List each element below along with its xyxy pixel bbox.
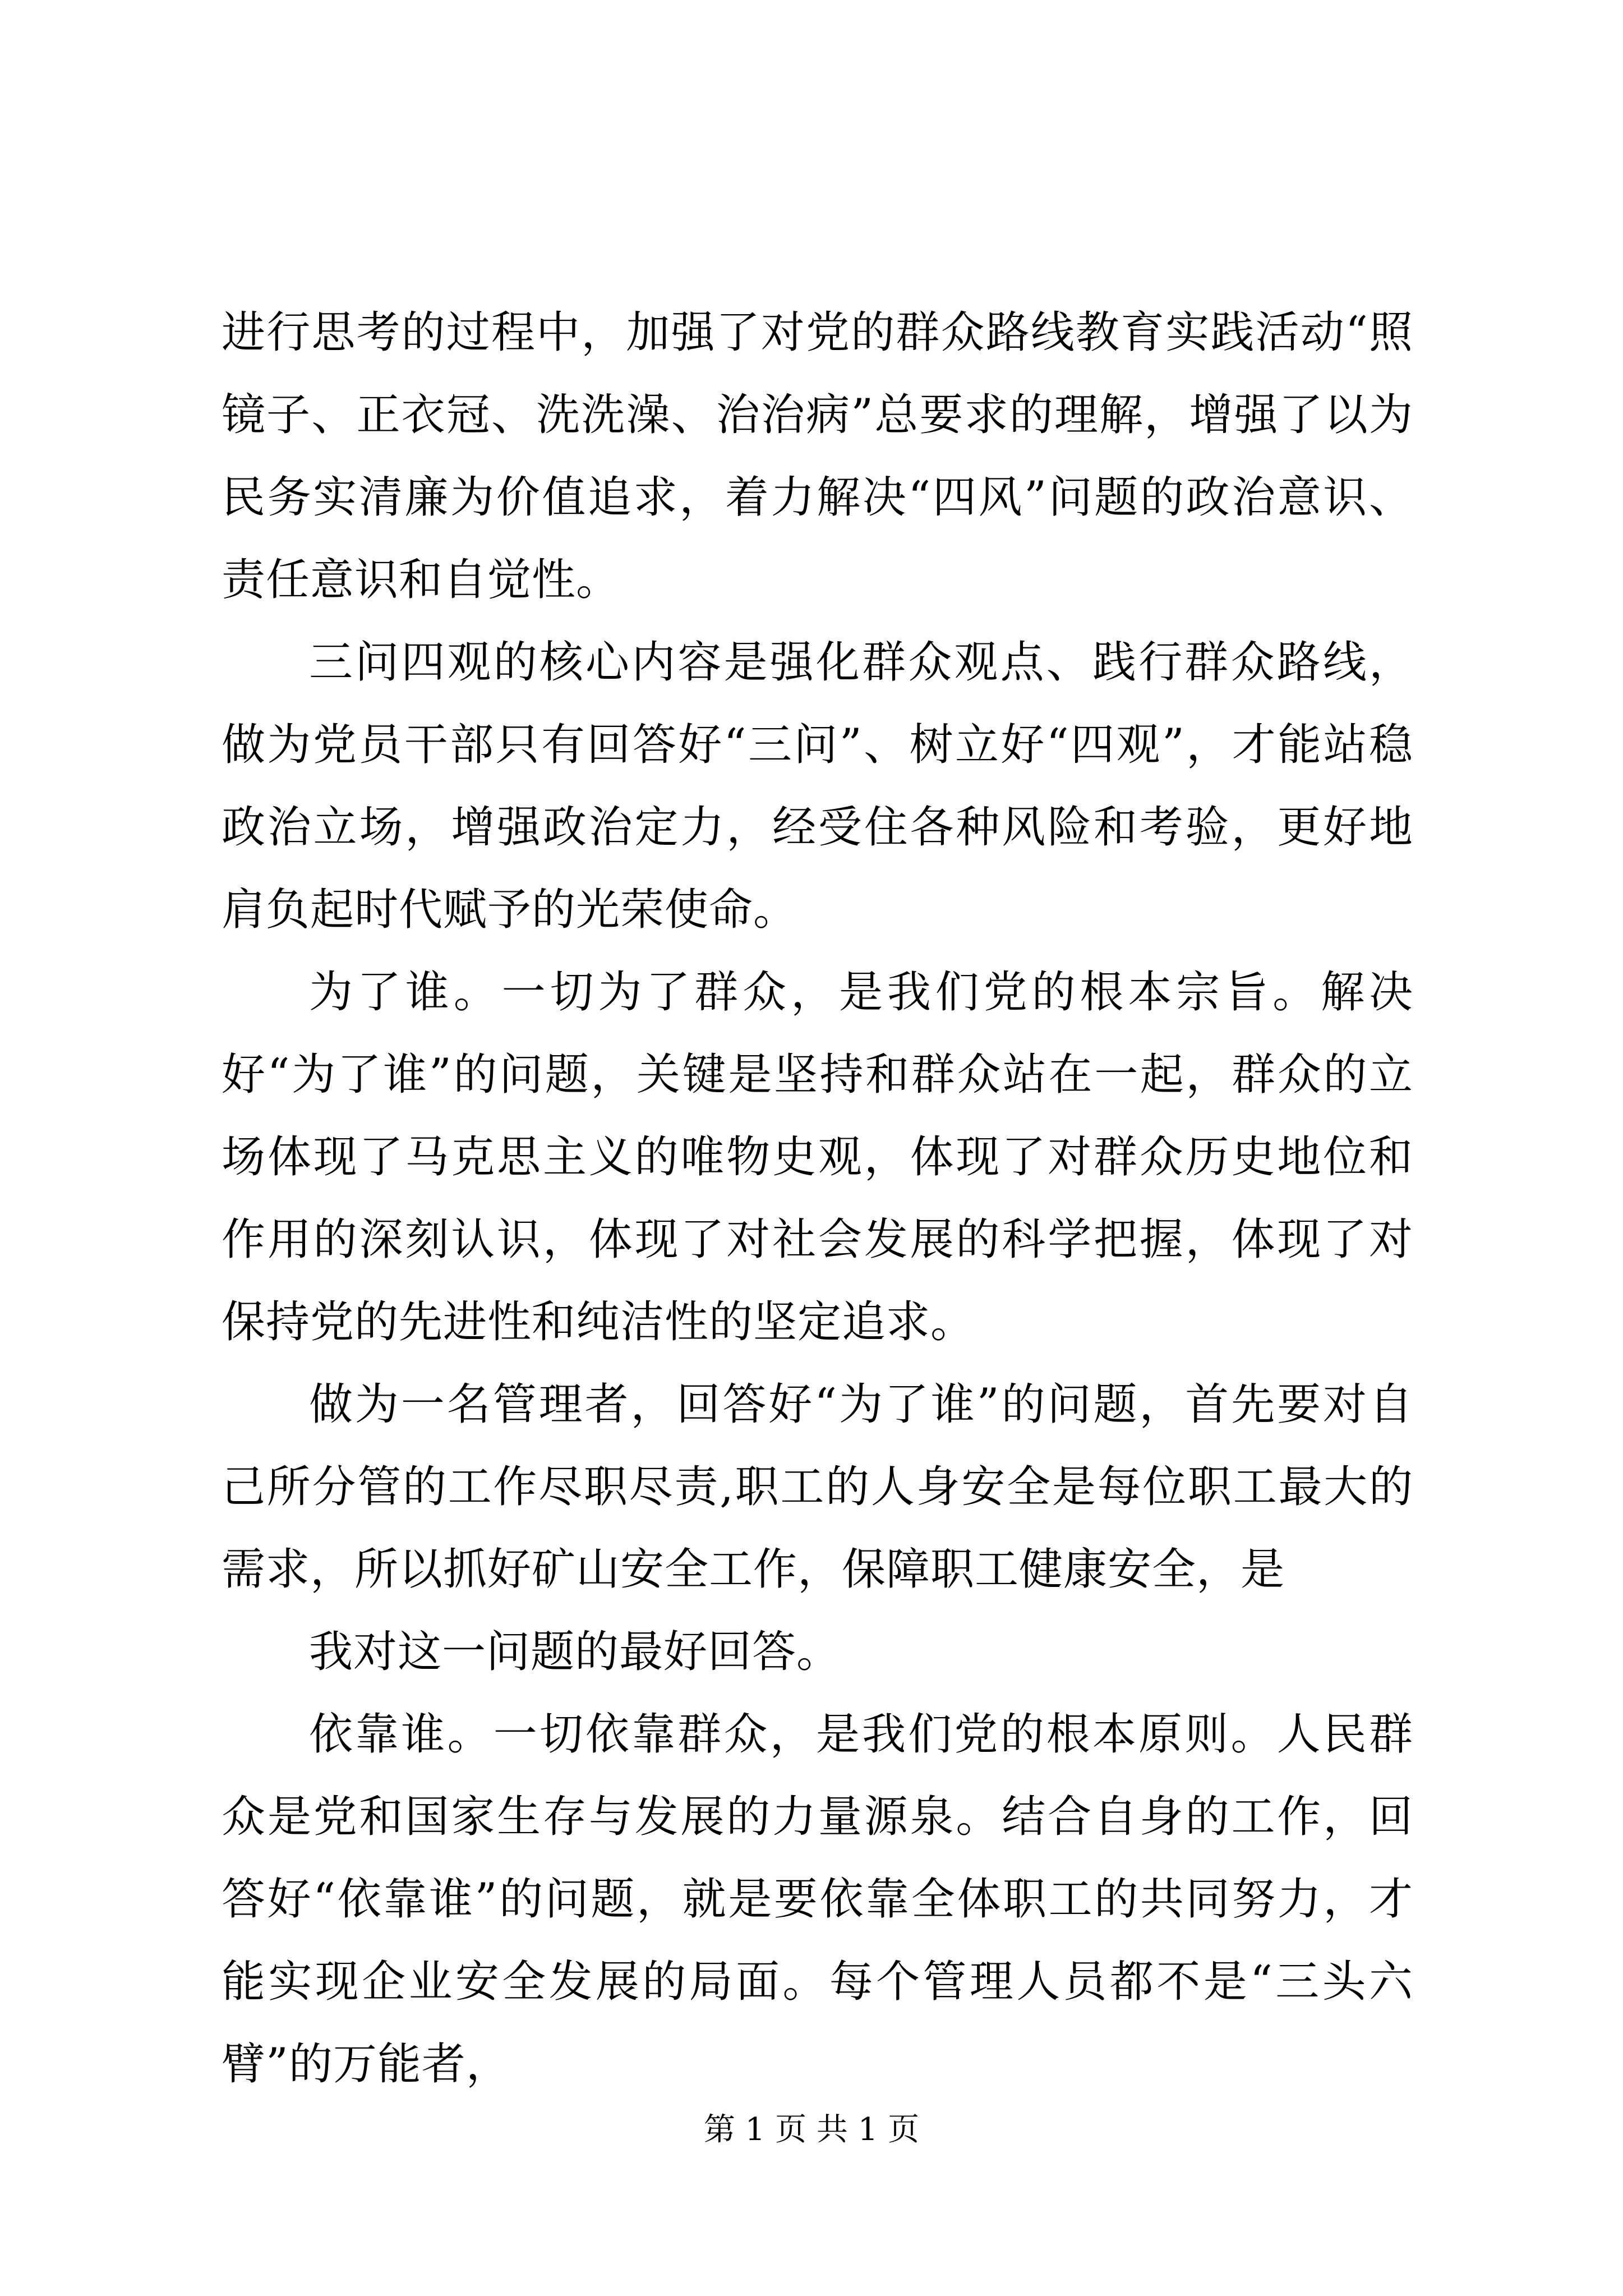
paragraph-3: 为了谁。一切为了群众，是我们党的根本宗旨。解决好“为了谁”的问题，关键是坚持和群众站在一起，群众的立场体现了马克思主义的唯物史观，体现了对群众历史地位和作用的深刻认识，体现了对社会发展的科学把握，体现了对保持党的先进性和纯洁性的坚定追求。 bbox=[222, 967, 1413, 1347]
paragraph-2: 三问四观的核心内容是强化群众观点、践行群众路线，做为党员干部只有回答好“三问”、树立好“四观”，才能站稳政治立场，增强政治定力，经受住各种风险和考验，更好地肩负起时代赋予的光荣使命。 bbox=[222, 637, 1413, 935]
paragraph-5: 我对这一问题的最好回答。 bbox=[309, 1627, 841, 1677]
page-number-footer: 第 1 页 共 1 页 bbox=[703, 2111, 920, 2148]
paragraph-6: 依靠谁。一切依靠群众，是我们党的根本原则。人民群众是党和国家生存与发展的力量源泉。结合自身的工作，回答好“依靠谁”的问题，就是要依靠全体职工的共同努力，才能实现企业安全发展的局面。每个管理人员都不是“三头六臂”的万能者， bbox=[222, 1709, 1413, 2090]
paragraph-4: 做为一名管理者，回答好“为了谁”的问题，首先要对自己所分管的工作尽职尽责,职工的人身安全是每位职工最大的需求，所以抓好矿山安全工作，保障职工健康安全，是 bbox=[222, 1379, 1413, 1595]
paragraph-1: 进行思考的过程中，加强了对党的群众路线教育实践活动“照镜子、正衣冠、洗洗澡、治治病”总要求的理解，增强了以为民务实清廉为价值追求，着力解决“四风”问题的政治意识、责任意识和自觉性。 bbox=[222, 307, 1413, 605]
document-body bbox=[222, 292, 1413, 2106]
